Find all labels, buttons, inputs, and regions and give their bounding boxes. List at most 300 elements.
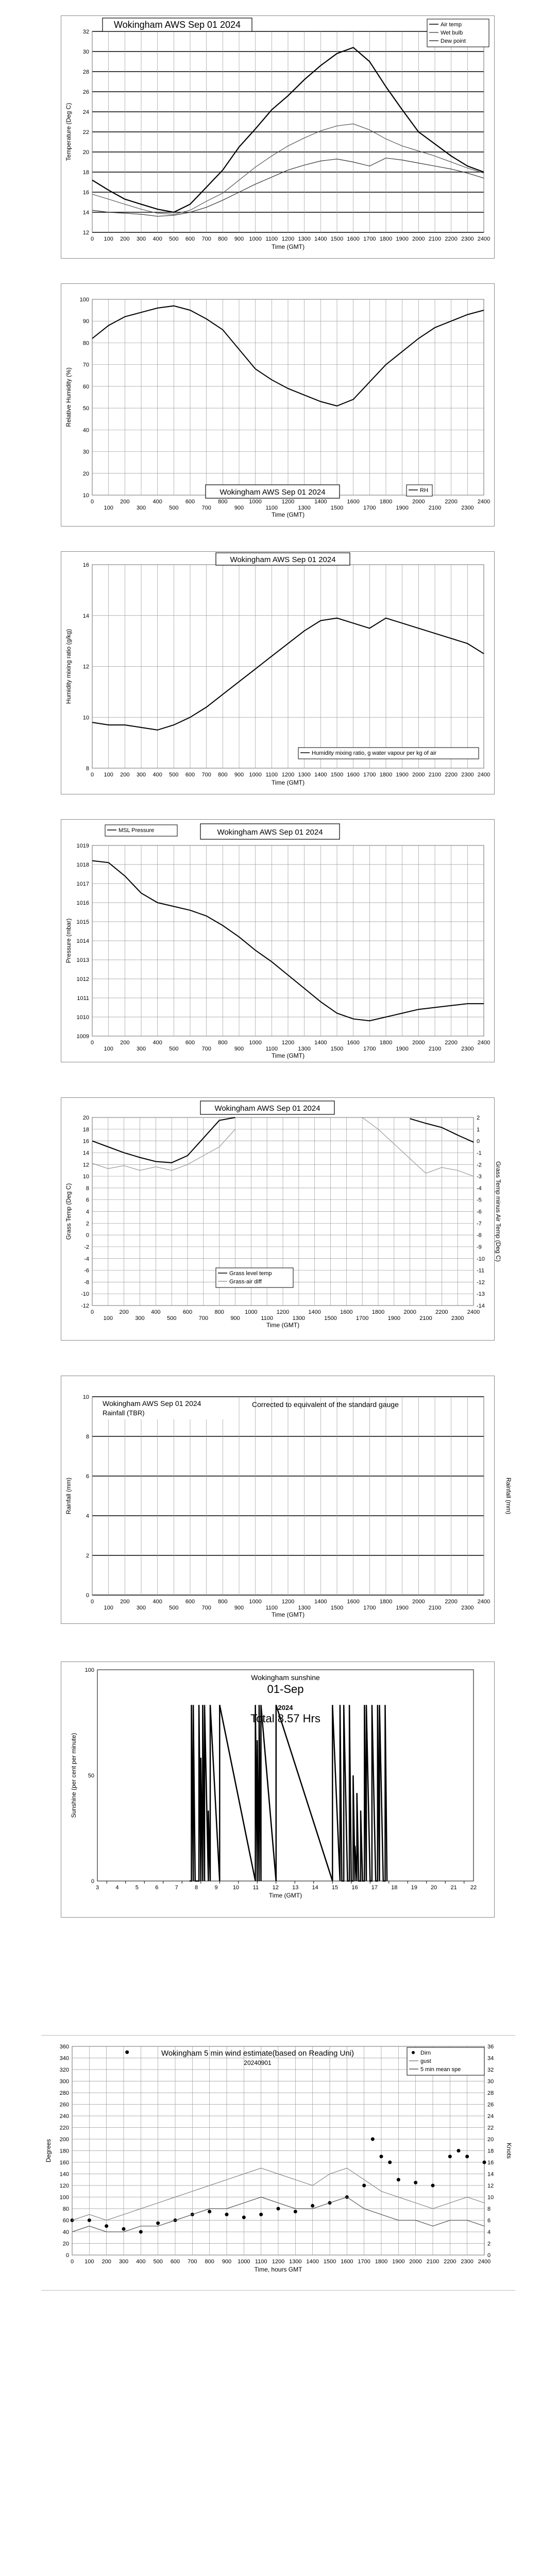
x-tick-label: 1200 [281, 236, 295, 242]
y-tick-label: 340 [59, 2055, 69, 2062]
x-tick-label: 1000 [249, 236, 262, 242]
x-tick-label: 600 [170, 2259, 180, 2265]
y2-tick-label: -5 [477, 1197, 482, 1204]
x-tick-label: 1200 [281, 772, 295, 778]
y2-tick-label: -4 [477, 1185, 482, 1192]
y-tick-label: 10 [82, 1174, 89, 1180]
x-tick-label: 1700 [358, 2259, 370, 2265]
y-tick-label: 50 [88, 1773, 94, 1779]
x-tick-label: 1100 [265, 772, 278, 778]
x-tick-label: 0 [90, 236, 94, 242]
x-tick-label: 800 [218, 499, 228, 505]
separator [41, 2035, 515, 2036]
x-tick-label: 200 [120, 499, 130, 505]
x-tick-label: 1900 [396, 236, 409, 242]
y-tick-label: 10 [82, 1394, 89, 1400]
y2-tick-label: 16 [487, 2160, 494, 2166]
x-tick-label: 900 [222, 2259, 232, 2265]
y-tick-label: 14 [82, 1150, 89, 1157]
x-tick-label: 1000 [249, 1599, 262, 1605]
y-tick-label: 20 [82, 149, 89, 156]
x-tick-label: 1500 [330, 772, 344, 778]
x-tick-label: 500 [169, 1046, 179, 1052]
y-tick-label: 2 [86, 1553, 89, 1559]
pressure-chart-svg [61, 820, 494, 1062]
x-tick-label: 2000 [412, 1040, 425, 1046]
y-tick-label: 8 [86, 766, 89, 772]
y2-axis-label: Knots [505, 2143, 513, 2159]
x-tick-label: 900 [234, 1046, 244, 1052]
y-tick-label: 12 [82, 1162, 89, 1168]
y-tick-label: 14 [82, 613, 89, 619]
y2-tick-label: 2 [487, 2241, 491, 2247]
x-tick-label: 300 [135, 1315, 145, 1321]
x-tick-label: 1800 [379, 236, 393, 242]
x-tick-label: 1600 [347, 236, 360, 242]
y-tick-label: 6 [86, 1473, 89, 1480]
x-tick-label: 800 [214, 1309, 224, 1315]
x-tick-label: 2300 [461, 1605, 474, 1611]
y-tick-label: 20 [82, 470, 89, 477]
x-tick-label: 2300 [461, 772, 474, 778]
y-tick-label: 20 [82, 1115, 89, 1121]
x-tick-label: 1300 [298, 505, 311, 511]
data-point [397, 2178, 400, 2181]
y-axis-label: Degrees [45, 2139, 52, 2163]
x-axis-label: Time (GMT) [271, 1052, 305, 1059]
data-point [457, 2149, 461, 2153]
chart-total: Total 8.57 Hrs [250, 1712, 320, 1725]
x-tick-label: 1500 [330, 236, 344, 242]
x-tick-label: 1600 [347, 1599, 360, 1605]
x-tick-label: 22 [470, 1885, 477, 1891]
y-axis-label: Pressure (mbar) [65, 918, 72, 963]
x-tick-label: 100 [104, 505, 113, 511]
y-tick-label: -10 [81, 1291, 89, 1298]
y2-tick-label: 32 [487, 2067, 494, 2073]
rainfall-chart-svg [61, 1376, 512, 1623]
x-tick-label: 2300 [461, 1046, 474, 1052]
x-tick-label: 700 [201, 505, 211, 511]
data-point [208, 2210, 211, 2213]
y-tick-label: 10 [82, 493, 89, 499]
x-tick-label: 800 [218, 1040, 228, 1046]
y-tick-label: 28 [82, 69, 89, 75]
x-tick-label: 500 [153, 2259, 163, 2265]
x-tick-label: 500 [169, 1605, 179, 1611]
x-tick-label: 2400 [477, 1040, 491, 1046]
pressure-chart [61, 819, 495, 1062]
x-tick-label: 400 [153, 1599, 162, 1605]
x-tick-label: 2000 [409, 2259, 422, 2265]
x-tick-label: 700 [201, 772, 211, 778]
data-point [259, 2213, 263, 2216]
x-tick-label: 600 [182, 1309, 193, 1315]
y-tick-label: 320 [59, 2067, 69, 2073]
x-tick-label: 2300 [461, 236, 474, 242]
x-tick-label: 2300 [461, 505, 474, 511]
x-tick-label: 2200 [444, 2259, 457, 2265]
chart-title: Wokingham AWS Sep 01 2024 [103, 1399, 201, 1408]
y-tick-label: 0 [86, 1232, 89, 1239]
x-tick-label: 2400 [467, 1309, 480, 1315]
y-tick-label: 60 [82, 383, 89, 390]
x-tick-label: 1700 [356, 1315, 369, 1321]
x-tick-label: 500 [166, 1315, 177, 1321]
legend-label: RH [420, 487, 428, 494]
x-tick-label: 300 [136, 1046, 146, 1052]
x-tick-label: 1300 [298, 236, 311, 242]
data-point [139, 2230, 143, 2234]
y2-tick-label: 8 [487, 2206, 491, 2212]
legend-label: 5 min mean spe [420, 2066, 461, 2073]
y2-tick-label: 28 [487, 2090, 494, 2096]
x-tick-label: 1800 [371, 1309, 385, 1315]
x-tick-label: 1600 [347, 499, 360, 505]
y-tick-label: 16 [82, 562, 89, 568]
y2-tick-label: 24 [487, 2113, 494, 2120]
y-tick-label: 50 [82, 405, 89, 412]
x-tick-label: 300 [136, 1605, 146, 1611]
chart-subtitle: Rainfall (TBR) [103, 1409, 145, 1417]
y-tick-label: 30 [82, 49, 89, 55]
x-tick-label: 0 [90, 772, 94, 778]
x-tick-label: 2200 [445, 236, 458, 242]
y2-tick-label: 1 [477, 1126, 480, 1133]
x-tick-label: 10 [232, 1885, 240, 1891]
data-point [448, 2155, 452, 2158]
x-tick-label: 1700 [363, 1605, 376, 1611]
grass-temp-chart-svg [61, 1098, 502, 1340]
x-tick-label: 200 [120, 236, 130, 242]
x-tick-label: 1200 [281, 1040, 295, 1046]
y-tick-label: 40 [62, 2229, 69, 2235]
x-tick-label: 1900 [396, 505, 409, 511]
x-tick-label: 900 [234, 505, 244, 511]
separator [41, 2290, 515, 2291]
y-tick-label: 1019 [76, 843, 89, 849]
x-tick-label: 100 [104, 772, 113, 778]
y2-tick-label: 10 [487, 2194, 494, 2201]
x-tick-label: 2400 [477, 772, 491, 778]
x-tick-label: 700 [188, 2259, 197, 2265]
wind-chart-svg [44, 2040, 517, 2287]
x-axis-label: Time, hours GMT [254, 2266, 302, 2273]
x-tick-label: 0 [90, 1309, 94, 1315]
humidity-chart-svg [61, 284, 494, 526]
y-tick-label: 90 [82, 318, 89, 325]
y-tick-label: 100 [84, 1667, 94, 1673]
x-tick-label: 6 [155, 1885, 159, 1891]
y2-tick-label: 20 [487, 2137, 494, 2143]
y-tick-label: 18 [82, 1126, 89, 1133]
x-tick-label: 1800 [379, 772, 393, 778]
x-tick-label: 1100 [265, 1605, 278, 1611]
x-tick-label: 2200 [445, 499, 458, 505]
legend-label: Grass level temp [229, 1270, 272, 1277]
x-tick-label: 1900 [387, 1315, 401, 1321]
x-tick-label: 1700 [363, 505, 376, 511]
y2-tick-label: 12 [487, 2183, 494, 2189]
x-tick-label: 1800 [375, 2259, 388, 2265]
x-tick-label: 1000 [249, 772, 262, 778]
y2-tick-label: -7 [477, 1221, 482, 1227]
x-tick-label: 1100 [255, 2259, 267, 2265]
x-tick-label: 17 [371, 1885, 378, 1891]
y-tick-label: 6 [86, 1197, 89, 1204]
x-tick-label: 1400 [314, 499, 327, 505]
mixing-ratio-chart-svg [61, 552, 494, 794]
x-tick-label: 1400 [314, 772, 327, 778]
x-tick-label: 1300 [289, 2259, 302, 2265]
x-tick-label: 900 [234, 772, 244, 778]
x-tick-label: 2100 [428, 1046, 442, 1052]
x-tick-label: 900 [234, 236, 244, 242]
y-tick-label: 32 [82, 29, 89, 35]
x-tick-label: 3 [95, 1885, 99, 1891]
y-tick-label: 1009 [76, 1033, 89, 1040]
y-tick-label: 80 [82, 340, 89, 347]
y-tick-label: -6 [84, 1267, 89, 1274]
y2-tick-label: -14 [477, 1303, 485, 1309]
y-axis-label: Rainfall (mm) [65, 1477, 72, 1515]
y2-tick-label: -13 [477, 1291, 485, 1298]
y2-tick-label: -2 [477, 1162, 482, 1168]
wind-chart [44, 2040, 517, 2287]
temperature-chart [61, 15, 495, 259]
sunshine-chart-svg [61, 1662, 494, 1917]
y2-tick-label: 34 [487, 2055, 494, 2062]
y-tick-label: 14 [82, 210, 89, 216]
y-tick-label: 260 [59, 2102, 69, 2108]
x-tick-label: 1400 [314, 1040, 327, 1046]
x-tick-label: 400 [153, 499, 162, 505]
legend-label: MSL Pressure [119, 827, 155, 834]
data-point [431, 2184, 435, 2188]
x-tick-label: 7 [175, 1885, 178, 1891]
y2-tick-label: -10 [477, 1256, 485, 1262]
y-tick-label: 16 [82, 1138, 89, 1145]
x-tick-label: 600 [185, 772, 195, 778]
x-tick-label: 300 [136, 772, 146, 778]
y-tick-label: 160 [59, 2160, 69, 2166]
data-point [371, 2138, 375, 2141]
data-point [294, 2210, 297, 2213]
x-tick-label: 2100 [426, 2259, 439, 2265]
x-tick-label: 1300 [292, 1315, 306, 1321]
x-tick-label: 14 [312, 1885, 318, 1891]
y2-tick-label: 22 [487, 2125, 494, 2131]
y-tick-label: 26 [82, 89, 89, 95]
x-tick-label: 2100 [428, 236, 442, 242]
x-tick-label: 1500 [330, 1046, 344, 1052]
x-tick-label: 1300 [298, 1046, 311, 1052]
y-tick-label: 140 [59, 2171, 69, 2178]
x-tick-label: 400 [153, 1040, 162, 1046]
y-tick-label: 0 [86, 1592, 89, 1599]
y-tick-label: -12 [81, 1303, 89, 1309]
y2-tick-label: 18 [487, 2148, 494, 2155]
chart-subtitle: 01-Sep [267, 1683, 304, 1696]
x-tick-label: 300 [119, 2259, 129, 2265]
x-tick-label: 500 [169, 772, 179, 778]
x-tick-label: 1900 [392, 2259, 405, 2265]
x-tick-label: 1100 [265, 236, 278, 242]
y-axis-label: Grass Temp (Deg C) [65, 1183, 72, 1240]
x-tick-label: 800 [218, 236, 228, 242]
x-tick-label: 1600 [347, 1040, 360, 1046]
x-tick-label: 1000 [249, 1040, 262, 1046]
x-tick-label: 200 [120, 1040, 130, 1046]
x-tick-label: 12 [272, 1885, 279, 1891]
x-tick-label: 500 [169, 236, 179, 242]
legend-label: Grass-air diff [229, 1279, 262, 1285]
x-tick-label: 2000 [412, 1599, 425, 1605]
y-tick-label: 1015 [76, 919, 89, 925]
x-tick-label: 2000 [412, 499, 425, 505]
y-tick-label: 100 [59, 2194, 69, 2201]
x-tick-label: 400 [136, 2259, 146, 2265]
x-tick-label: 2000 [412, 236, 425, 242]
y2-tick-label: -3 [477, 1174, 482, 1180]
data-point [105, 2224, 108, 2228]
y-tick-label: 18 [82, 170, 89, 176]
chart-subtitle: 20240901 [244, 2059, 272, 2066]
legend-label: Humidity mixing ratio, g water vapour per kg of air [312, 750, 437, 756]
x-tick-label: 900 [234, 1605, 244, 1611]
x-tick-label: 800 [218, 1599, 228, 1605]
data-point [88, 2218, 91, 2222]
x-tick-label: 300 [136, 236, 146, 242]
x-tick-label: 600 [185, 499, 195, 505]
rainfall-chart [61, 1376, 512, 1624]
x-axis-label: Time (GMT) [271, 779, 305, 786]
x-tick-label: 2400 [478, 2259, 491, 2265]
legend-swatch [412, 2051, 415, 2054]
y2-tick-label: -1 [477, 1150, 482, 1157]
x-tick-label: 1500 [324, 1315, 337, 1321]
y-tick-label: 1012 [76, 976, 89, 982]
data-point [156, 2222, 160, 2225]
x-tick-label: 1600 [347, 772, 360, 778]
x-tick-label: 700 [201, 1046, 211, 1052]
x-tick-label: 1800 [379, 1040, 393, 1046]
x-tick-label: 200 [102, 2259, 111, 2265]
y-tick-label: 200 [59, 2137, 69, 2143]
x-axis-label: Time (GMT) [271, 243, 305, 250]
x-tick-label: 1200 [276, 1309, 290, 1315]
legend-label: Air temp [441, 22, 462, 28]
y2-tick-label: 14 [487, 2171, 494, 2178]
x-tick-label: 1700 [363, 772, 376, 778]
x-tick-label: 1300 [298, 772, 311, 778]
y-tick-label: 0 [65, 2252, 69, 2259]
x-tick-label: 2100 [428, 772, 442, 778]
chart-title: Wokingham AWS Sep 01 2024 [113, 20, 241, 30]
y2-tick-label: -9 [477, 1244, 482, 1250]
legend-label: Dew point [441, 38, 466, 44]
x-tick-label: 100 [104, 1046, 113, 1052]
x-tick-label: 2000 [403, 1309, 416, 1315]
chart-note: Corrected to equivalent of the standard gauge [252, 1400, 399, 1409]
x-tick-label: 5 [135, 1885, 139, 1891]
y-tick-label: 2 [86, 1221, 89, 1227]
y-tick-label: -4 [84, 1256, 89, 1262]
y-tick-label: 40 [82, 427, 89, 434]
x-axis-label: Time (GMT) [266, 1321, 300, 1329]
temperature-chart-svg [61, 16, 494, 258]
y-axis-label: Sunshine (per cent per minute) [70, 1733, 77, 1818]
x-tick-label: 700 [201, 236, 211, 242]
grass-temp-chart [61, 1097, 502, 1341]
x-tick-label: 2400 [477, 236, 491, 242]
data-point [277, 2207, 280, 2211]
y-tick-label: 100 [79, 297, 89, 303]
y-tick-label: 1013 [76, 957, 89, 963]
y2-axis-label: Rainfall (mm) [505, 1477, 512, 1515]
x-tick-label: 1500 [323, 2259, 336, 2265]
mixing-ratio-chart [61, 551, 495, 794]
chart-title: Wokingham sunshine [251, 1673, 320, 1682]
x-tick-label: 200 [119, 1309, 129, 1315]
x-tick-label: 1200 [281, 499, 295, 505]
x-tick-label: 19 [411, 1885, 417, 1891]
legend-box [407, 485, 432, 496]
x-tick-label: 0 [90, 499, 94, 505]
x-tick-label: 2200 [445, 1599, 458, 1605]
y-tick-label: 4 [86, 1513, 89, 1519]
y2-tick-label: 2 [477, 1115, 480, 1121]
x-tick-label: 20 [431, 1885, 437, 1891]
y2-tick-label: 36 [487, 2044, 494, 2050]
y-tick-label: 8 [86, 1185, 89, 1192]
y2-tick-label: 6 [487, 2217, 491, 2224]
x-tick-label: 2300 [451, 1315, 464, 1321]
y-tick-label: 1017 [76, 881, 89, 887]
x-tick-label: 100 [84, 2259, 94, 2265]
x-axis-label: Time (GMT) [268, 1892, 302, 1899]
x-tick-label: 1100 [265, 1046, 278, 1052]
x-tick-label: 11 [252, 1885, 259, 1891]
chart-year: 2024 [278, 1704, 293, 1711]
x-tick-label: 1400 [306, 2259, 319, 2265]
x-tick-label: 100 [103, 1315, 113, 1321]
x-tick-label: 1800 [379, 1599, 393, 1605]
x-tick-label: 100 [104, 236, 113, 242]
x-tick-label: 1900 [396, 1605, 409, 1611]
x-tick-label: 200 [120, 772, 130, 778]
y2-tick-label: 0 [477, 1138, 480, 1145]
y-tick-label: 1011 [77, 995, 89, 1002]
x-tick-label: 0 [70, 2259, 74, 2265]
y-tick-label: 180 [59, 2148, 69, 2155]
y-axis-label: Relative Humidity (%) [65, 367, 72, 427]
y-tick-label: 1014 [76, 938, 89, 944]
legend-label: gust [420, 2058, 431, 2064]
x-tick-label: 1300 [298, 1605, 311, 1611]
y-tick-label: 12 [82, 230, 89, 236]
y2-tick-label: 0 [487, 2252, 491, 2259]
y2-tick-label: 30 [487, 2078, 494, 2085]
chart-title: Wokingham AWS Sep 01 2024 [217, 828, 323, 837]
x-tick-label: 700 [198, 1315, 209, 1321]
x-tick-label: 1900 [396, 772, 409, 778]
data-point [414, 2181, 417, 2184]
x-tick-label: 1400 [308, 1309, 321, 1315]
plot-area [97, 1670, 474, 1881]
y-axis-label: Temperature (Deg C) [65, 103, 72, 161]
y2-tick-label: 4 [487, 2229, 491, 2235]
